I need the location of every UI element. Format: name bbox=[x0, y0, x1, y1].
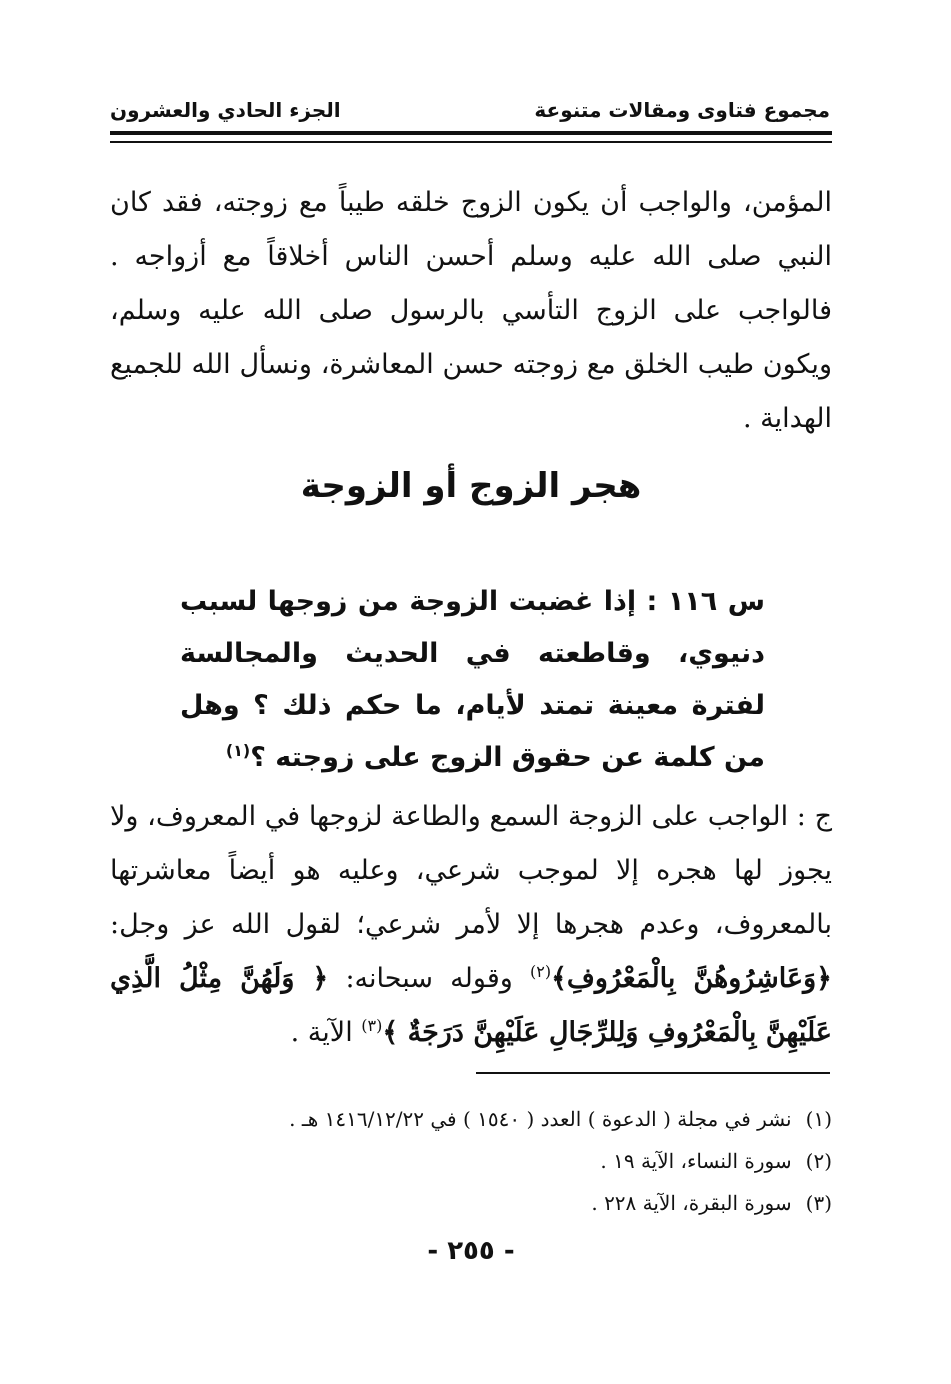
answer-paragraph bbox=[110, 790, 832, 1060]
question-text: س ١١٦ : إذا غضبت الزوجة من زوجها لسبب دنيوي، وقاطعته في الحديث والمجالسة لفترة معينة تمتد لأيام، ما حكم ذلك ؟ وهل من كلمة عن حقوق الزوج على زوجته ؟ bbox=[180, 586, 765, 773]
footnotes bbox=[110, 1098, 832, 1224]
page-number: - ٢٥٥ - bbox=[427, 1236, 515, 1266]
footnote-text: نشر في مجلة ( الدعوة ) العدد ( ١٥٤٠ ) في ١٤١٦/١٢/٢٢ هـ . bbox=[289, 1107, 792, 1131]
footnote-number: (٢) bbox=[805, 1149, 832, 1173]
question-footnote-ref: (١) bbox=[225, 741, 251, 760]
header-rule-thick bbox=[110, 131, 832, 135]
footnote-item bbox=[110, 1182, 832, 1224]
intro-paragraph: المؤمن، والواجب أن يكون الزوج خلقه طيباً مع زوجته، فقد كان النبي صلى الله عليه وسلم أحسن الناس أخلاقاً مع أزواجه . فالواجب على الزوج التأسي بالرسول صلى الله عليه وسلم، ويكون طيب الخلق مع زوجته حسن المعاشرة، ونسأل الله للجميع الهداية . bbox=[110, 187, 832, 434]
footnote-item bbox=[110, 1140, 832, 1182]
footnote-text: سورة البقرة، الآية ٢٢٨ . bbox=[591, 1191, 792, 1215]
section-title: هجر الزوج أو الزوجة bbox=[300, 466, 642, 506]
footnote-separator bbox=[476, 1072, 830, 1074]
verse-1-ref: (٢) bbox=[529, 962, 552, 981]
book-title: مجموع فتاوى ومقالات متنوعة bbox=[534, 98, 830, 122]
answer-text-2: وقوله سبحانه: bbox=[345, 963, 513, 994]
footnote-number: (٣) bbox=[805, 1191, 832, 1215]
quran-verse-2: ﴿ وَلَهُنَّ مِثْلُ الَّذِي عَلَيْهِنَّ بِالْمَعْرُوفِ وَلِلرِّجَالِ عَلَيْهِنَّ دَرَجَةٌ ﴾ bbox=[110, 963, 832, 1048]
footnote-text: سورة النساء، الآية ١٩ . bbox=[600, 1149, 792, 1173]
footnote-item bbox=[110, 1098, 832, 1140]
footnote-number: (١) bbox=[805, 1107, 832, 1131]
question-block bbox=[180, 576, 765, 784]
volume-label: الجزء الحادي والعشرون bbox=[110, 98, 341, 122]
quran-verse-1: ﴿وَعَاشِرُوهُنَّ بِالْمَعْرُوفِ﴾ bbox=[551, 963, 832, 994]
answer-text-3: الآية . bbox=[290, 1017, 353, 1048]
answer-text-1: ج : الواجب على الزوجة السمع والطاعة لزوجها في المعروف، ولا يجوز لها هجره إلا لموجب شرعي، وعليه هو أيضاً معاشرتها بالمعروف، وعدم هجرها إلا لأمر شرعي؛ لقول الله عز وجل: bbox=[110, 801, 832, 940]
running-header bbox=[110, 96, 830, 128]
verse-2-ref: (٣) bbox=[361, 1016, 383, 1035]
header-rule-thin bbox=[110, 141, 832, 143]
